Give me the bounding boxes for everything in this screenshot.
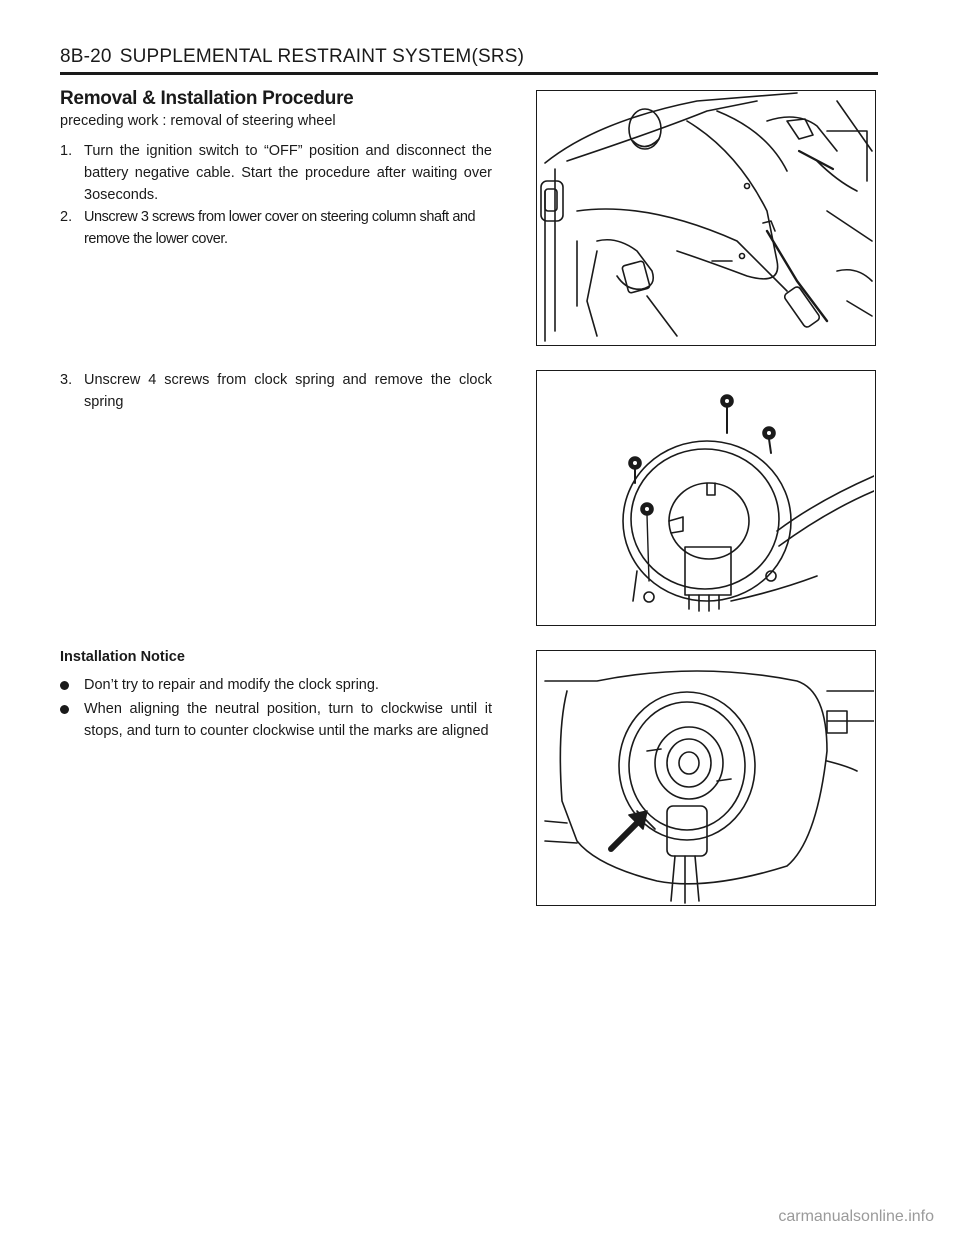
notice-bullet-2 (60, 698, 492, 742)
bullet-dot-icon (60, 681, 69, 690)
section-title: Removal & Installation Procedure (60, 88, 354, 109)
step-number: 1. (60, 143, 73, 159)
figure-alignment (536, 650, 876, 906)
procedure-step-1 (60, 140, 492, 206)
step-number: 3. (60, 372, 73, 388)
header-divider (60, 72, 878, 75)
page-header (60, 46, 524, 68)
bullet-text: Don’t try to repair and modify the clock spring. (84, 677, 379, 693)
clock-spring-screws-illustration-icon (537, 371, 874, 624)
page-code: 8B-20 (60, 46, 112, 67)
preceding-work-note: preceding work : removal of steering wheel (60, 113, 336, 129)
watermark: carmanualsonline.info (778, 1208, 934, 1225)
bullet-dot-icon (60, 705, 69, 714)
figure-clock-spring (536, 370, 876, 626)
procedure-step-2 (60, 206, 492, 250)
step-text: Unscrew 3 screws from lower cover on steering column shaft and remove the lower cover. (84, 209, 476, 247)
clock-spring-alignment-illustration-icon (537, 651, 874, 904)
installation-notice-title: Installation Notice (60, 649, 185, 665)
step-number: 2. (60, 209, 73, 225)
page-header-title: SUPPLEMENTAL RESTRAINT SYSTEM(SRS) (119, 46, 525, 67)
step-text: Unscrew 4 screws from clock spring and remove the clock spring (84, 372, 492, 410)
procedure-step-3 (60, 369, 492, 413)
figure-lower-cover (536, 90, 876, 346)
step-text: Turn the ignition switch to “OFF” position and disconnect the battery negative cable. Start the procedure after waiting over 3oseconds. (84, 143, 492, 203)
bullet-text: When aligning the neutral position, turn to clockwise until it stops, and turn to counter clockwise until the marks are aligned (84, 701, 492, 739)
notice-bullet-1 (60, 674, 492, 696)
steering-column-lower-cover-illustration-icon (537, 91, 874, 344)
